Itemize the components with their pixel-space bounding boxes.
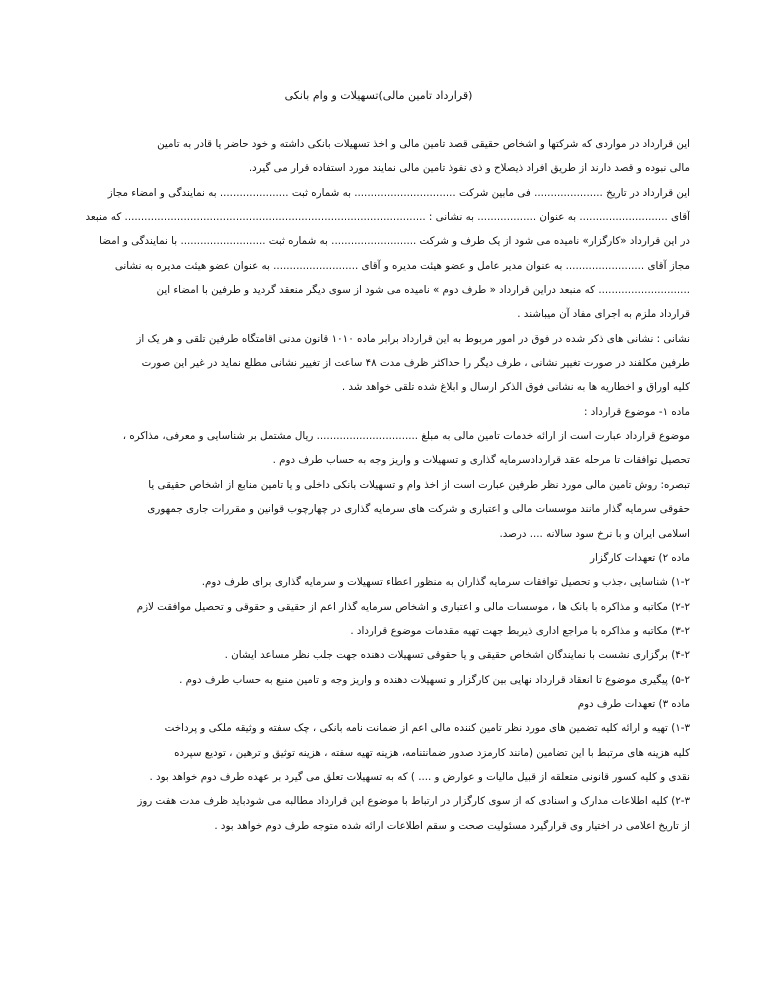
text-line: تحصیل توافقات تا مرحله عقد قراردادسرمایه گذاری و تسهیلات و واریز وجه به حساب طرف دوم . [272,454,690,467]
text-line: در این قرارداد «کارگزار» نامیده می شود از یک طرف و شرکت .......................... به شماره ثبت .......................... با نمایندگی و امضا [99,235,690,248]
text-line: ماده ۱- موضوع قرارداد : [584,405,690,418]
text-line: کلیه هزینه های مرتبط با این تضامین (مانند کارمزد صدور ضمانتنامه، هزینه تهیه سفته ، هزینه توثیق و ترهین ، تودیع سپرده [174,746,690,759]
text-line: ماده ۳) تعهدات طرف دوم [577,697,690,710]
text-line: آقای ........................... به عنوان .................. به نشانی : ............................................................................................ که منبعد [85,211,690,224]
text-line: این قرارداد در مواردی که شرکتها و اشخاص حقیقی قصد تامین مالی و اخذ تسهیلات بانکی داشته و خود حاضر یا قادر به تامین [157,138,690,150]
text-line: مجاز آقای ........................ به عنوان مدیر عامل و عضو هیئت مدیره و آقای .......................... به عنوان عضو هیئت مدیره به نشانی [114,259,690,272]
document-title: (قرارداد تامین مالی)تسهیلات و وام بانکی [284,89,473,102]
text-line: ۳-۲) مکاتبه و مذاکره با مراجع اداری ذیربط جهت تهیه مقدمات موضوع قرارداد . [350,624,690,637]
text-line: موضوع قرارداد عبارت است از ارائه خدمات تامین مالی به مبلغ ............................... ریال مشتمل بر شناسایی و معرفی، مذاکره ، [122,430,690,443]
text-line: اسلامی ایران و با نرخ سود سالانه .... درصد. [499,527,690,540]
text-line: ۲-۲) مکاتبه و مذاکره با بانک ها ، موسسات مالی و اعتباری و اشخاص سرمایه گذار اعم از حقیقی و حقوقی و تحصیل موافقت لازم [136,600,690,613]
document-body [78,132,690,838]
text-line: مالی نبوده و قصد دارند از طریق افراد ذیصلاح و ذی نفوذ تامین مالی نمایند مورد استفاده قرار می گیرد. [248,162,690,175]
text-line: نشانی : نشانی های ذکر شده در فوق در امور مربوط به این قرارداد برابر ماده ۱۰۱۰ قانون مدنی اقامتگاه طرفین تلقی و هر یک از [136,332,690,345]
text-line: قرارداد ملزم به اجرای مفاد آن میباشند . [517,308,690,321]
text-line: ۵-۲) پیگیری موضوع تا انعقاد قرارداد نهایی بین کارگزار و تسهیلات دهنده و واریز وجه و تامین منبع به حساب طرف دوم . [179,673,690,686]
text-line: طرفین مکلفند در صورت تغییر نشانی ، طرف دیگر را حداکثر ظرف مدت ۴۸ ساعت از تغییر نشانی مطلع نماید در غیر این صورت [141,357,690,370]
text-line: ۱-۲) شناسایی ،جذب و تحصیل توافقات سرمایه گذاران به منظور اعطاء تسهیلات و سرمایه گذاری برای طرف دوم. [201,576,690,589]
text-line: کلیه اوراق و اخطاریه ها به نشانی فوق الذکر ارسال و ابلاغ شده تلقی خواهد شد . [341,381,690,394]
text-line: ۱-۳) تهیه و ارائه کلیه تضمین های مورد نظر تامین کننده مالی اعم از ضمانت نامه بانکی ، چک سفته و وثیقه ملکی و پرداخت [164,722,690,735]
text-line: ۴-۲) برگزاری نشست با نمایندگان اشخاص حقیقی و یا حقوقی تسهیلات دهنده جهت جلب نظر مساعد ایشان . [224,649,690,662]
text-line: نقدی و کلیه کسور قانونی متعلقه از قبیل مالیات و عوارض و .... ) که به تسهیلات تعلق می گیرد بر عهده طرف دوم خواهد بود . [149,770,690,783]
text-line: حقوقی سرمایه گذار مانند موسسات مالی و اعتباری و شرکت های سرمایه گذاری در چهارچوب قوانین و مقررات جاری جمهوری [147,503,690,516]
text-line: از تاریخ اعلامی در اختیار وی قرارگیرد مسئولیت صحت و سقم اطلاعات ارائه شده متوجه طرف دوم خواهد بود . [214,819,690,832]
text-line: ماده ۲) تعهدات کارگزار [590,551,690,564]
text-line: تبصره: روش تامین مالی مورد نظر طرفین عبارت است از اخذ وام و تسهیلات بانکی داخلی و یا تامین منابع از اشخاص حقیقی یا [148,478,690,491]
text-line: ۲-۳) کلیه اطلاعات مدارک و اسنادی که از سوی کارگزار در ارتباط با موضوع این قرارداد مطالبه می شودباید ظرف مدت هفت روز [137,795,690,808]
text-line: ............................ که منبعد دراین قرارداد « طرف دوم » نامیده می شود از سوی دیگر منعقد گردید و طرفین با امضاء این [156,284,690,297]
text-line: این قرارداد در تاریخ ..................... فی مابین شرکت ............................... به شماره ثبت ..................... به نمایندگی و امضاء مجاز [107,186,690,199]
